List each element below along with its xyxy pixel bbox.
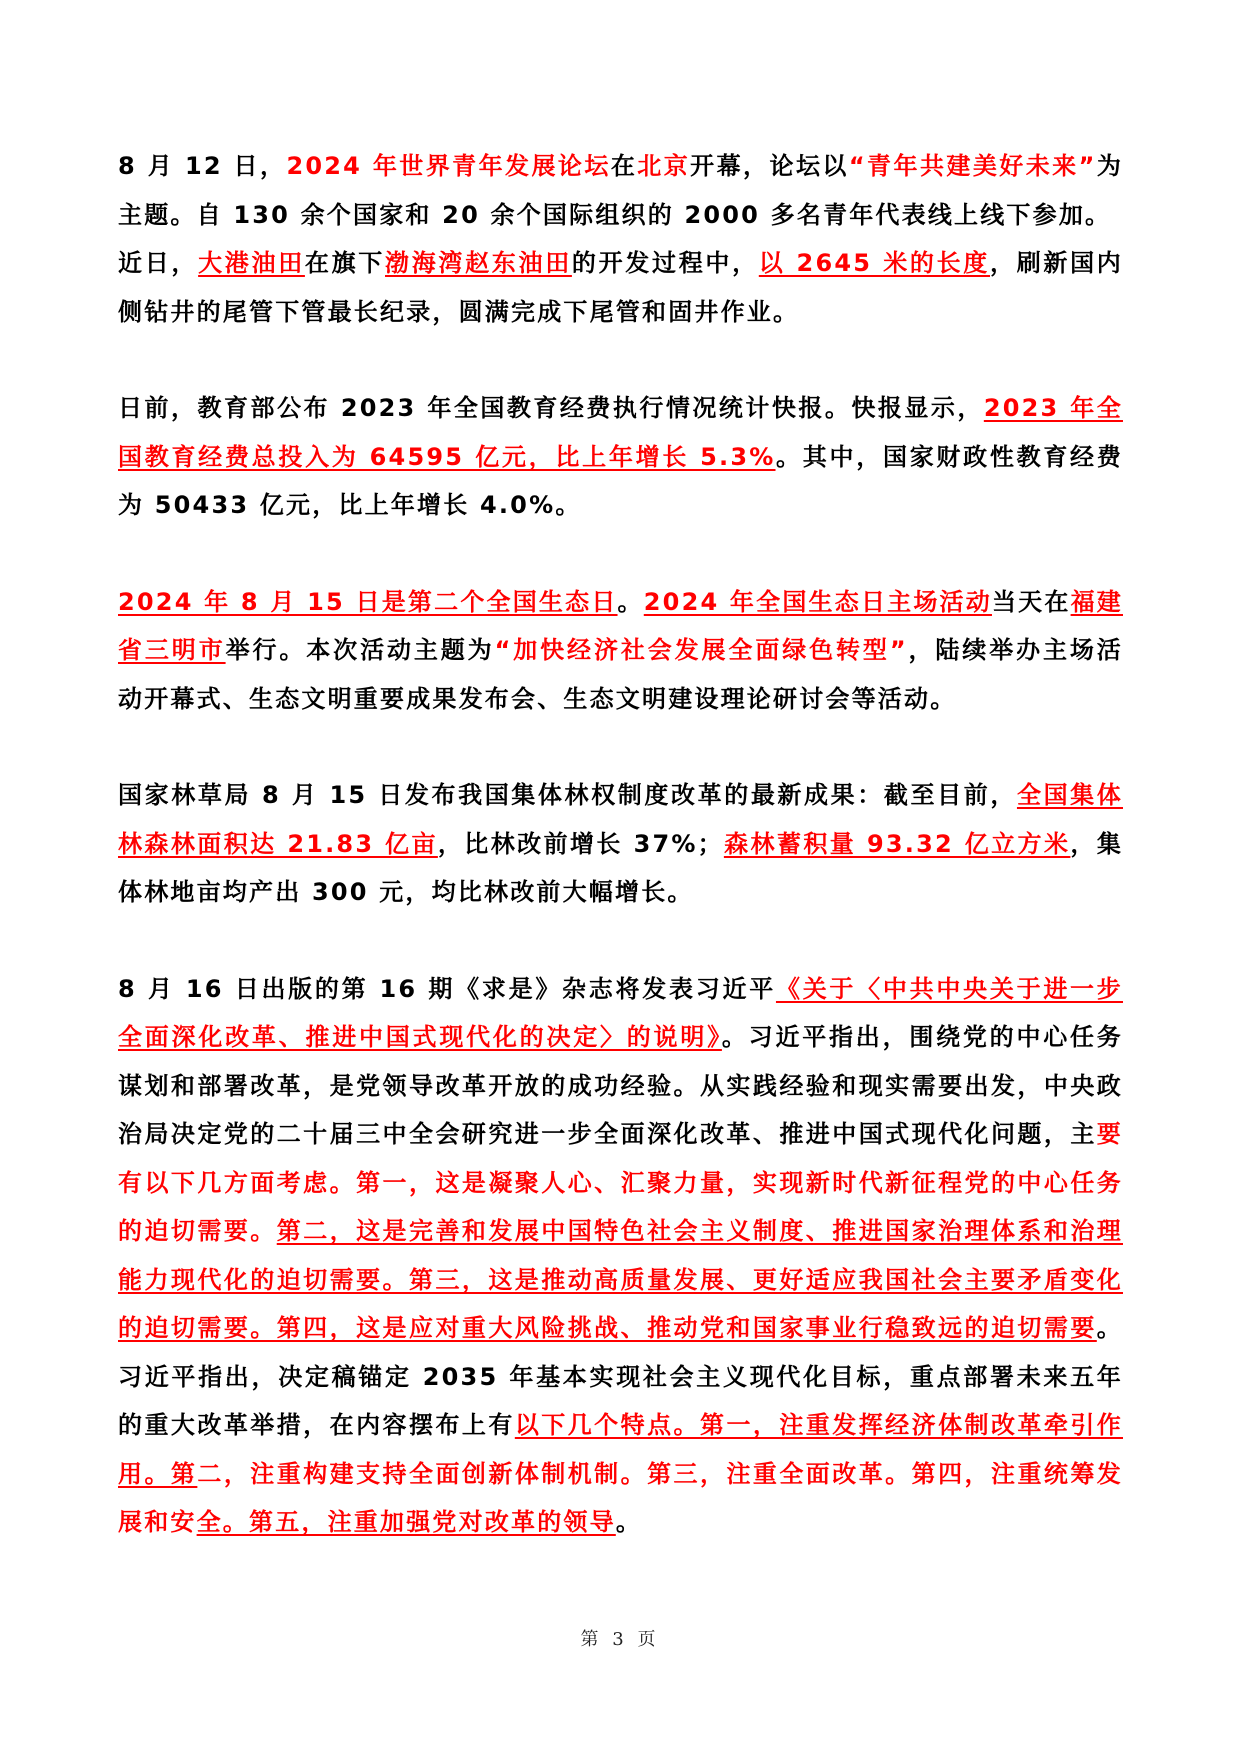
highlight-event-theme: “加快经济社会发展全面绿色转型” <box>494 636 908 664</box>
paragraph-qiushi-article <box>118 965 1123 1547</box>
highlight-length: 以 2645 米的长度 <box>758 249 990 277</box>
highlight-oilfield: 大港油田 <box>198 249 305 277</box>
text-segment: ，比林改前增长 37%； <box>437 829 724 858</box>
highlight-total-investment: 2023 年全国教育经费总投入为 64595 亿元，比上年增长 5.3% <box>118 394 1123 471</box>
highlight-forest-stock: 森林蓄积量 93.32 亿立方米 <box>723 829 1071 858</box>
highlight-location: 福建省三明市 <box>118 587 1123 664</box>
highlight-forum-name: 2024 年世界青年发展论坛 <box>286 152 611 180</box>
paragraph-forest-reform <box>118 771 1123 917</box>
highlight-city: 北京 <box>637 152 691 180</box>
text-segment: 日前，教育部公布 2023 年全国教育经费执行情况统计快报。快报显示， <box>118 394 984 422</box>
text-segment: 8 月 12 日， <box>118 152 287 180</box>
text-segment: 在 <box>610 152 638 180</box>
text-segment: 。 <box>617 587 644 616</box>
text-segment: 开幕，论坛以 <box>690 152 849 180</box>
highlight-article-title: 《关于〈中共中央关于进一步全面深化改革、推进中国式现代化的决定〉的说明》 <box>118 974 1123 1051</box>
text-segment: 。习近平指出，决定稿锚定 2035 年基本实现社会主义现代化目标，重点部署未来五年的重大改革举措，在内容摆布上有 <box>118 1314 1123 1439</box>
text-segment: 当天在 <box>991 587 1071 616</box>
text-segment: 。习近平指出，围绕党的中心任务谋划和部署改革，是党领导改革开放的成功经验。从实践经验和现实需要出发，中央政治局决定党的二十届三中全会研究进一步全面深化改革、推进中国式现代化问题，主 <box>118 1023 1123 1148</box>
highlight-theme: “青年共建美好未来” <box>848 152 1097 180</box>
text-segment: ，刷新国内侧钻井的尾管下管最长纪录，圆满完成下尾管和固井作业。 <box>118 249 1123 326</box>
paragraph-dagang-oilfield <box>118 239 1123 336</box>
text-segment: ，集体林地亩均产出 300 元，均比林改前大幅增长。 <box>118 829 1124 906</box>
text-segment: 在旗下 <box>304 249 386 277</box>
highlight-features-3: 全。第五，注重加强党对改革的领导 <box>196 1508 616 1536</box>
highlight-considerations-intro: 要有以下几方面考虑。第一，这是凝聚人心、汇聚力量，实现新时代新征程党的中心任务的迫切需要。 <box>118 1120 1123 1245</box>
highlight-ecology-date: 2024 年 8 月 15 日是第二个全国生态日 <box>118 587 618 616</box>
document-body <box>118 142 1123 1547</box>
paragraph-education-funding <box>118 384 1123 530</box>
highlight-considerations: 第二，这是完善和发展中国特色社会主义制度、推进国家治理体系和治理能力现代化的迫切需要。第三，这是推动高质量发展、更好适应我国社会主要矛盾变化的迫切需要。第四，这是应对重大风险挑战、推动党和国家事业行稳致远的迫切需要 <box>118 1217 1123 1342</box>
text-segment: 8 月 16 日出版的第 16 期《求是》杂志将发表习近平 <box>118 974 776 1003</box>
text-segment: 的开发过程中， <box>571 249 759 277</box>
page-number: 第 3 页 <box>580 1629 660 1650</box>
highlight-main-event: 2024 年全国生态日主场活动 <box>643 587 992 616</box>
text-segment: ，陆续举办主场活动开幕式、生态文明重要成果发布会、生态文明建设理论研讨会等活动。 <box>118 636 1123 713</box>
text-segment: 。 <box>615 1508 643 1536</box>
text-segment: 近日， <box>118 249 199 277</box>
highlight-sub-oilfield: 渤海湾赵东油田 <box>385 249 572 277</box>
text-segment: 国家林草局 8 月 15 日发布我国集体林权制度改革的最新成果：截至目前， <box>118 781 1017 809</box>
text-segment: 举行。本次活动主题为 <box>225 636 495 664</box>
text-segment: 为主题。自 130 余个国家和 20 余个国际组织的 2000 多名青年代表线上线下参加。 <box>118 152 1124 229</box>
highlight-features-1: 以下几个特点。第一，注重发挥经济体制改革牵引作用。第 <box>118 1411 1123 1488</box>
highlight-features-2: 二，注重构建支持全面创新体制机制。第三，注重全面改革。第四，注重统筹发展和安 <box>118 1459 1124 1536</box>
text-segment: 。其中，国家财政性教育经费为 50433 亿元，比上年增长 4.0%。 <box>118 442 1123 519</box>
highlight-forest-area: 全国集体林森林面积达 21.83 亿亩 <box>118 781 1123 858</box>
paragraph-youth-forum <box>118 142 1123 239</box>
paragraph-ecology-day <box>118 578 1123 724</box>
